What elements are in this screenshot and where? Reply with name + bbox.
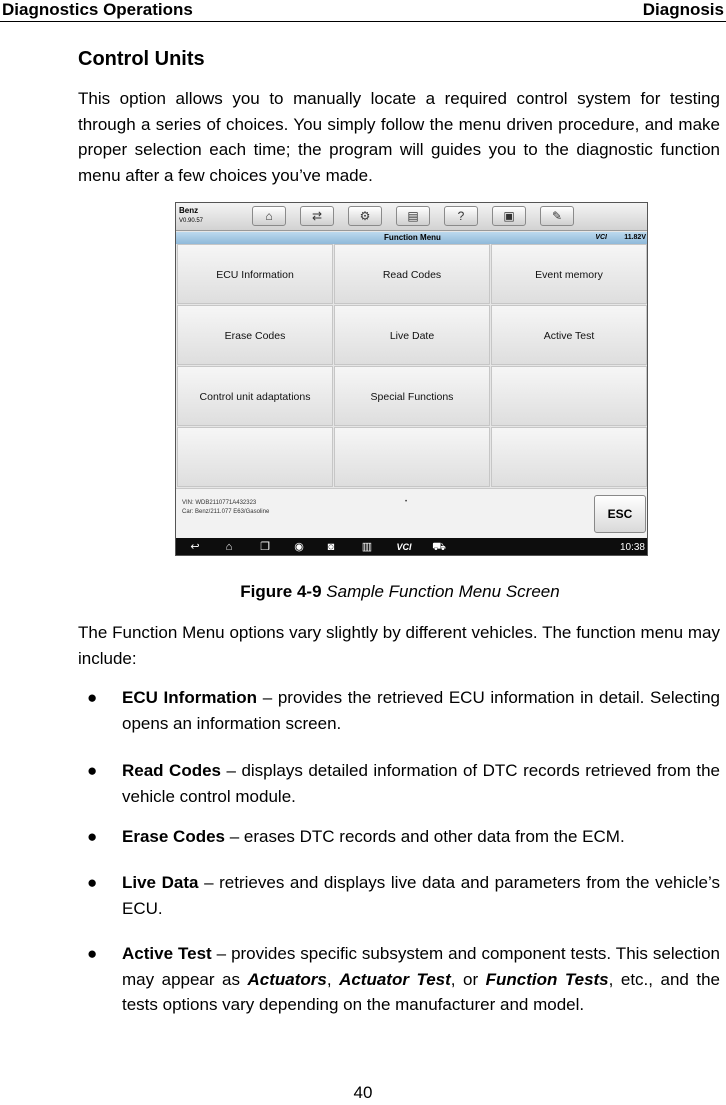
list-item-term: Active Test <box>122 944 212 963</box>
vin-label: VIN: WDB2110771A432323 <box>182 500 257 506</box>
vci-status: VCI <box>595 234 607 241</box>
alt-name-function-tests: Function Tests <box>485 969 609 989</box>
settings-gear-icon[interactable]: ⚙ <box>348 206 382 226</box>
list-item-text <box>122 758 720 809</box>
list-item-description: – displays detailed information of DTC records retrieved from the vehicle control module. <box>122 761 720 806</box>
section-title: Control Units <box>78 48 205 70</box>
alt-name-actuator-test: Actuator Test <box>339 969 451 989</box>
display-icon[interactable]: ▥ <box>361 541 373 553</box>
function-menu-screenshot <box>175 202 648 556</box>
vehicle-details <box>182 499 269 517</box>
menu-ecu-information[interactable]: ECU Information <box>177 244 333 304</box>
brand-name: Benz <box>179 206 199 215</box>
bullet-icon: ● <box>87 761 98 780</box>
separator: , <box>326 969 340 989</box>
vci-nav-icon[interactable]: VCI <box>396 542 412 552</box>
figure-caption-text: Sample Function Menu Screen <box>326 582 560 601</box>
back-icon[interactable]: ↩ <box>190 541 200 553</box>
function-menu-titlebar <box>176 232 648 244</box>
bullet-icon: ● <box>87 944 98 963</box>
status-dot: • <box>405 499 408 505</box>
list-item-description: – retrieves and displays live data and parameters from the vehicle’s ECU. <box>122 873 720 918</box>
list-item-term: Live Data <box>122 873 199 892</box>
battery-voltage: 11.82V <box>624 234 646 241</box>
menu-read-codes[interactable]: Read Codes <box>334 244 490 304</box>
list-item-text <box>122 870 720 921</box>
vehicle-info-bar <box>176 488 648 538</box>
figure-label: Figure 4-9 <box>240 582 322 601</box>
status-clock: 10:38 <box>619 542 645 553</box>
list-item-term: Erase Codes <box>122 827 225 846</box>
header-section: Diagnosis <box>642 0 724 19</box>
help-icon[interactable]: ? <box>444 206 478 226</box>
menu-live-data[interactable]: Live Date <box>334 305 490 365</box>
vehicle-swap-icon[interactable]: ⇄ <box>300 206 334 226</box>
alt-name-actuators: Actuators <box>247 969 327 989</box>
menu-erase-codes[interactable]: Erase Codes <box>177 305 333 365</box>
function-menu-title: Function Menu <box>384 233 441 242</box>
bullet-icon: ● <box>87 827 98 846</box>
intro-paragraph: This option allows you to manually locate a required control system for testing through a series of choices. You simply follow the menu driven procedure, and make proper selection each time; the program will guides you to the diagnostic function menu after a few choices you’ve made. <box>78 89 720 185</box>
toolbar <box>176 203 648 231</box>
menu-control-unit-adaptations[interactable]: Control unit adaptations <box>177 366 333 426</box>
page-number: 40 <box>353 1083 373 1102</box>
home-nav-icon[interactable]: ⌂ <box>225 541 233 553</box>
menu-event-memory[interactable]: Event memory <box>491 244 647 304</box>
running-header <box>0 0 726 22</box>
list-item-description: – provides the retrieved ECU information in detail. Selecting opens an information screen. <box>122 688 720 733</box>
camera-icon[interactable]: ◙ <box>327 541 335 553</box>
car-label: Car: Benz/211.077 E63/Gasoline <box>182 509 270 515</box>
bullet-icon: ● <box>87 688 98 707</box>
figure-caption <box>0 582 726 602</box>
save-icon[interactable]: ▣ <box>492 206 526 226</box>
menu-empty-cell <box>177 427 333 487</box>
vehicle-brand <box>179 206 203 226</box>
bullet-icon: ● <box>87 873 98 892</box>
list-item-term: Read Codes <box>122 761 222 780</box>
list-item-text <box>122 685 720 736</box>
browser-icon[interactable]: ◉ <box>294 541 304 553</box>
header-chapter: Diagnostics Operations <box>2 0 193 19</box>
recent-apps-icon[interactable]: ❐ <box>260 541 270 553</box>
function-menu-grid <box>176 244 648 488</box>
menu-empty-cell <box>491 427 647 487</box>
list-item-description-end: , etc., and the tests options vary depending on the manufacturer and model. <box>122 969 720 1014</box>
list-item-description: – provides specific subsystem and component tests. This selection may appear as <box>122 944 720 989</box>
menu-special-functions[interactable]: Special Functions <box>334 366 490 426</box>
list-item-text <box>122 941 720 1018</box>
software-version: V0.90.57 <box>179 218 204 224</box>
list-item-term: ECU Information <box>122 688 258 707</box>
menu-intro-paragraph: The Function Menu options vary slightly by different vehicles. The function menu may include: <box>78 623 720 668</box>
separator: , or <box>450 969 486 989</box>
home-icon[interactable]: ⌂ <box>252 206 286 226</box>
list-item-description: – erases DTC records and other data from the ECM. <box>225 827 625 846</box>
data-logging-icon[interactable]: ✎ <box>540 206 574 226</box>
menu-empty-cell <box>491 366 647 426</box>
esc-button[interactable]: ESC <box>594 495 646 533</box>
menu-empty-cell <box>334 427 490 487</box>
list-item-text <box>122 824 720 850</box>
menu-active-test[interactable]: Active Test <box>491 305 647 365</box>
car-icon[interactable]: ⛟ <box>432 541 446 553</box>
print-icon[interactable]: ▤ <box>396 206 430 226</box>
android-nav-bar <box>176 538 648 556</box>
